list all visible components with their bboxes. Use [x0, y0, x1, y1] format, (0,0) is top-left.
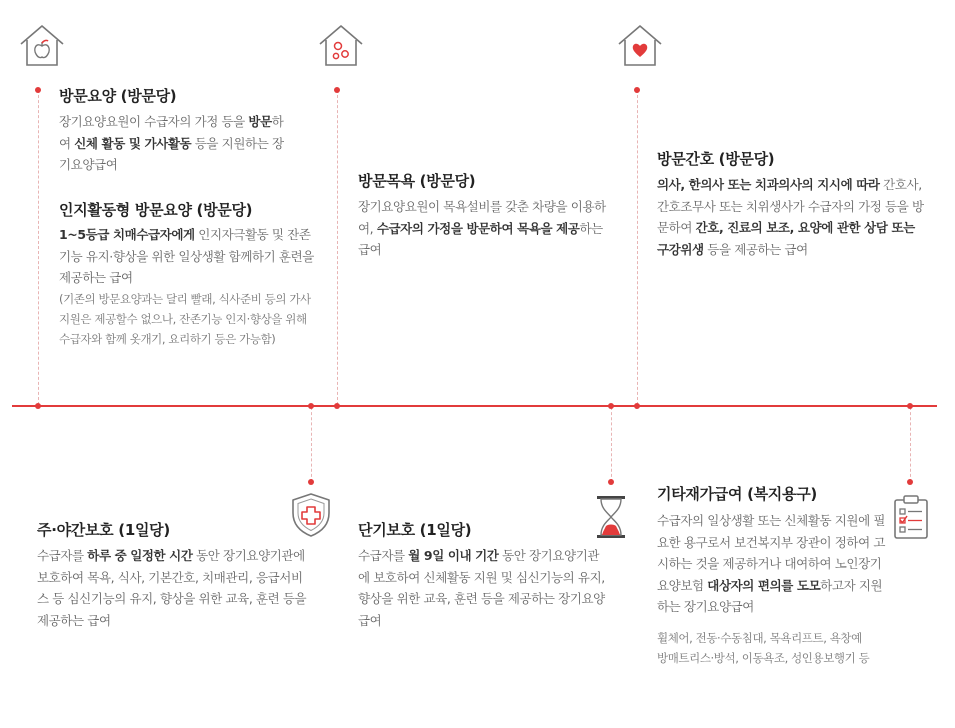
timeline-dot: [35, 87, 41, 93]
service-desc-welfare-equipment: [657, 510, 892, 668]
hourglass-icon: [594, 494, 628, 540]
body-text: 동안 장기요양기관에 보호하여 신체활동 지원 및 심신기능의 유지, 향상을 위한 교육, 훈련 등을 제공하는 장기요양급여: [358, 548, 605, 628]
connector-1: [38, 90, 39, 405]
emphasis-text: 월 9일 이내 기간: [408, 548, 499, 563]
body-text: 하여: [59, 114, 284, 151]
shield-cross-icon: [288, 491, 334, 539]
service-desc-home-care: [59, 111, 294, 176]
emphasis-text: 수급자의 가정을 방문하여 목욕을 제공: [376, 220, 580, 236]
timeline-dot: [634, 403, 640, 409]
timeline-dot: [634, 87, 640, 93]
connector-4: [311, 407, 312, 482]
emphasis-text: 1~5등급 치매수급자에게: [59, 227, 195, 242]
service-title-day-night-care: 주·야간보호 (1일당): [37, 521, 170, 539]
body-text: 등을 제공하는 급여: [703, 241, 808, 257]
timeline-dot: [35, 403, 41, 409]
service-note-welfare-equipment: 휠체어, 전동·수동침대, 목욕리프트, 욕창예방매트리스·방석, 이동욕조, 성인용보행기 등: [657, 630, 870, 665]
body-text: 수급자의 일상생활 또는 신체활동 지원에 필요한 용구로서 보건복지부 장관이 정하여 고시하는 것을 제공하거나 대여하여 노인장기요양보험: [657, 513, 886, 593]
connector-2: [337, 90, 338, 405]
body-text: 하고자 지원하는 장기요양급여: [657, 577, 883, 614]
timeline-dot: [308, 479, 314, 485]
service-title-nursing: 방문간호 (방문당): [657, 150, 775, 168]
body-text: 장기요양요원이 목욕설비를 갖춘 차량을 이용하여,: [358, 199, 606, 236]
timeline-dot: [608, 403, 614, 409]
timeline-line: [12, 405, 937, 407]
service-desc-nursing: [657, 174, 927, 260]
body-text: 장기요양요원이 수급자의 가정 등을: [59, 114, 249, 129]
body-text: 하는 급여: [358, 220, 603, 257]
emphasis-text: 대상자의 편의를 도모: [707, 577, 821, 593]
service-title-home-care: 방문요양 (방문당): [59, 87, 177, 105]
timeline-dot: [334, 403, 340, 409]
service-desc-short-term-care: [358, 545, 608, 631]
house-apple-icon: [17, 22, 67, 68]
emphasis-text: 간호, 진료의 보조, 요양에 관한 상담 또는 구강위생: [657, 220, 915, 257]
connector-5: [611, 407, 612, 482]
emphasis-text: 하루 중 일정한 시간: [87, 548, 193, 563]
body-text: 간호사, 간호조무사 또는 치위생사가 수급자의 가정 등을 방문하여: [657, 177, 924, 235]
service-title-welfare-equipment: 기타재가급여 (복지용구): [657, 485, 817, 503]
service-title-short-term-care: 단기보호 (1일당): [358, 521, 472, 539]
emphasis-text: 방문: [248, 114, 272, 129]
service-title-cognitive-care: 인지활동형 방문요양 (방문당): [59, 201, 253, 219]
house-heart-icon: [615, 22, 665, 68]
clipboard-checklist-icon: [891, 494, 931, 540]
timeline-dot: [308, 403, 314, 409]
service-desc-cognitive-care: [59, 224, 314, 349]
connector-3: [637, 90, 638, 405]
service-note-cognitive-care: (기존의 방문요양과는 달리 빨래, 식사준비 등의 가사지원은 제공할수 없으나, 잔존기능 인지·향상을 위해 수급자와 함께 옷개기, 요리하기 등은 가능함): [59, 291, 311, 346]
timeline-dot: [907, 479, 913, 485]
timeline-dot: [608, 479, 614, 485]
house-bubbles-icon: [316, 22, 366, 68]
body-text: 수급자를: [37, 548, 88, 563]
service-title-bathing: 방문목욕 (방문당): [358, 172, 476, 190]
timeline-dot: [334, 87, 340, 93]
body-text: 등을 지원하는 장기요양급여: [59, 135, 284, 172]
connector-6: [910, 407, 911, 482]
service-desc-day-night-care: [37, 545, 312, 631]
timeline-dot: [907, 403, 913, 409]
service-desc-bathing: [358, 196, 613, 261]
body-text: 수급자를: [358, 548, 409, 563]
body-text: 인지자극활동 및 잔존기능 유지·향상을 위한 일상생활 함께하기 훈련을 제공하는 급여: [59, 227, 314, 285]
body-text: 동안 장기요양기관에 보호하여 목욕, 식사, 기본간호, 치매관리, 응급서비스 등 심신기능의 유지, 향상을 위한 교육, 훈련 등을 제공하는 급여: [37, 548, 307, 628]
emphasis-text: 의사, 한의사 또는 치과의사의 지시에 따라: [657, 177, 880, 192]
emphasis-text: 신체 활동 및 가사활동: [74, 135, 192, 151]
